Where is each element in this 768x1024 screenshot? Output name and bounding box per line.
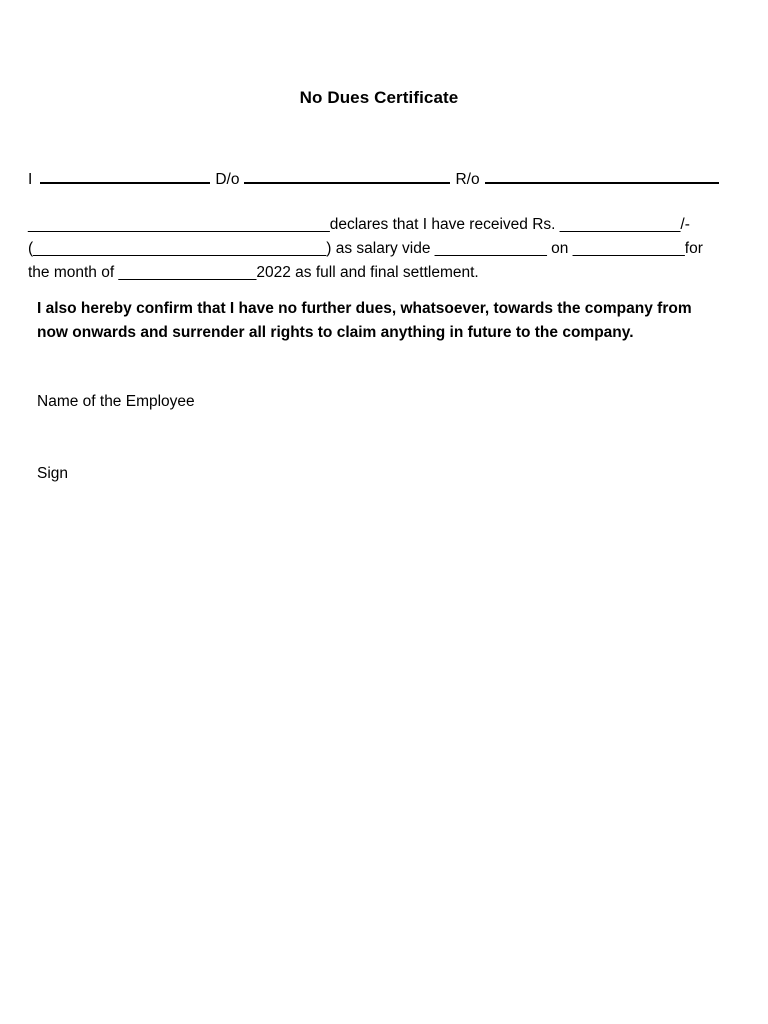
declaration-line-3: the month of ________________2022 as full and final settlement. xyxy=(28,264,479,281)
do-label: D/o xyxy=(215,171,240,188)
declaration-paragraph xyxy=(28,213,728,285)
name-blank[interactable] xyxy=(40,167,210,184)
parent-name-blank[interactable] xyxy=(244,167,450,184)
confirmation-paragraph xyxy=(37,297,737,345)
declaration-line-1: ___________________________________declares that I have received Rs. ______________/- xyxy=(28,216,690,233)
employee-name-label: Name of the Employee xyxy=(37,393,195,410)
declaration-line-2: (__________________________________) as salary vide _____________ on _____________for xyxy=(28,240,703,257)
page-title: No Dues Certificate xyxy=(299,88,459,107)
signature-label: Sign xyxy=(37,465,69,482)
declarant-prefix: I xyxy=(28,171,33,188)
confirmation-line-2: now onwards and surrender all rights to claim anything in future to the company. xyxy=(37,324,634,341)
confirmation-line-1: I also hereby confirm that I have no further dues, whatsoever, towards the company from xyxy=(37,300,692,317)
residence-blank[interactable] xyxy=(485,167,719,184)
declarant-line xyxy=(28,167,728,189)
ro-label: R/o xyxy=(455,171,480,188)
